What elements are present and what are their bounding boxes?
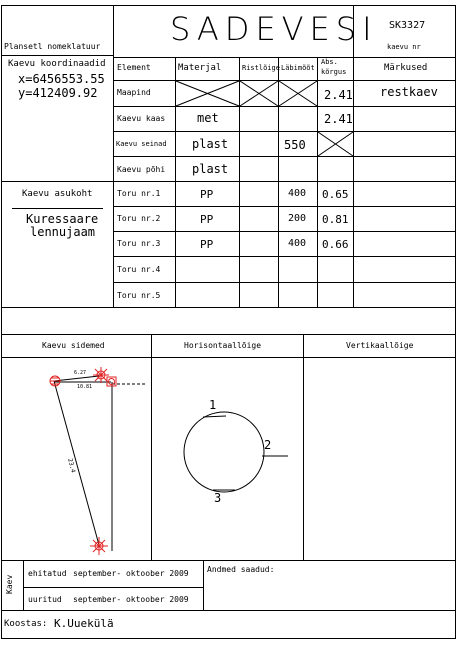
row-8-element: Toru nr.4 bbox=[117, 265, 161, 274]
author-label: Koostas: bbox=[4, 619, 48, 629]
tie-dim-3: 23.4 bbox=[66, 457, 77, 474]
author-name: K.Uuekülä bbox=[54, 617, 114, 630]
header-abs-2: kõrgus bbox=[321, 68, 347, 76]
row-7-material: PP bbox=[200, 238, 214, 251]
coords-label: Kaevu koordinaadid bbox=[8, 59, 106, 69]
data-from-label: Andmed saadud: bbox=[207, 565, 275, 574]
row-9-element: Toru nr.5 bbox=[117, 291, 161, 300]
well-id-caption: kaevu nr bbox=[387, 43, 421, 51]
row-5-abs: 0.65 bbox=[322, 188, 349, 201]
built-value: september- oktoober 2009 bbox=[73, 569, 189, 578]
header-element: Element bbox=[117, 63, 151, 72]
row-1-notes: restkaev bbox=[380, 85, 438, 99]
tie-dim-2: 10.81 bbox=[77, 384, 93, 390]
header-abs-1: Abs. bbox=[321, 58, 338, 66]
manhole-circle bbox=[184, 412, 264, 492]
row-5-material: PP bbox=[200, 188, 214, 201]
row-5-element: Toru nr.1 bbox=[117, 189, 161, 198]
row-6-abs: 0.81 bbox=[322, 213, 349, 226]
row-4-element: Kaevu põhi bbox=[117, 165, 166, 174]
location-label: Kaevu asukoht bbox=[22, 189, 93, 199]
row-7-diameter: 400 bbox=[288, 238, 307, 249]
row-1-element: Maapind bbox=[117, 88, 151, 97]
header-diameter: Läbimõõt bbox=[281, 64, 315, 72]
section-vertical-label: Vertikaallõige bbox=[346, 341, 414, 350]
surveyed-value: september- oktoober 2009 bbox=[73, 595, 189, 604]
header-notes: Märkused bbox=[384, 63, 428, 73]
row-4-material: plast bbox=[192, 162, 229, 176]
row-3-material: plast bbox=[192, 137, 229, 151]
section-horizontal-label: Horisontaallõige bbox=[184, 341, 262, 350]
row-5-diameter: 400 bbox=[288, 188, 307, 199]
surveyed-label: uuritud bbox=[28, 595, 62, 604]
well-id: SK3327 bbox=[389, 20, 426, 31]
header-material: Materjal bbox=[178, 63, 222, 73]
row-6-element: Toru nr.2 bbox=[117, 214, 161, 223]
location-line-1: Kuressaare bbox=[26, 212, 99, 226]
coord-y: y=412409.92 bbox=[18, 86, 98, 100]
location-line-2: lennujaam bbox=[30, 225, 96, 239]
coord-x: x=6456553.55 bbox=[18, 72, 105, 86]
row-6-diameter: 200 bbox=[288, 213, 307, 224]
page-title: SADEVESI bbox=[170, 10, 378, 48]
row-7-element: Toru nr.3 bbox=[117, 239, 161, 248]
nomenclature-label: Plansetl nomeklatuur bbox=[4, 42, 101, 51]
pipe-number-3: 3 bbox=[214, 491, 222, 505]
section-ties-label: Kaevu sidemed bbox=[42, 341, 105, 350]
built-label: ehitatud bbox=[28, 569, 67, 578]
tie-dim-1: 6.27 bbox=[74, 370, 87, 376]
row-2-element: Kaevu kaas bbox=[117, 114, 166, 123]
row-6-material: PP bbox=[200, 213, 214, 226]
row-7-abs: 0.66 bbox=[322, 238, 349, 251]
row-3-element: Kaevu seinad bbox=[116, 140, 167, 148]
footer-side-label: Kaev bbox=[5, 574, 14, 594]
row-3-diameter: 550 bbox=[284, 138, 306, 152]
pipe-number-1: 1 bbox=[209, 398, 217, 412]
row-1-abs: 2.41 bbox=[324, 88, 353, 102]
row-2-material: met bbox=[197, 111, 219, 125]
header-cross: Ristlõige bbox=[242, 64, 280, 72]
row-2-abs: 2.41 bbox=[324, 112, 353, 126]
pipe-number-2: 2 bbox=[264, 438, 272, 452]
